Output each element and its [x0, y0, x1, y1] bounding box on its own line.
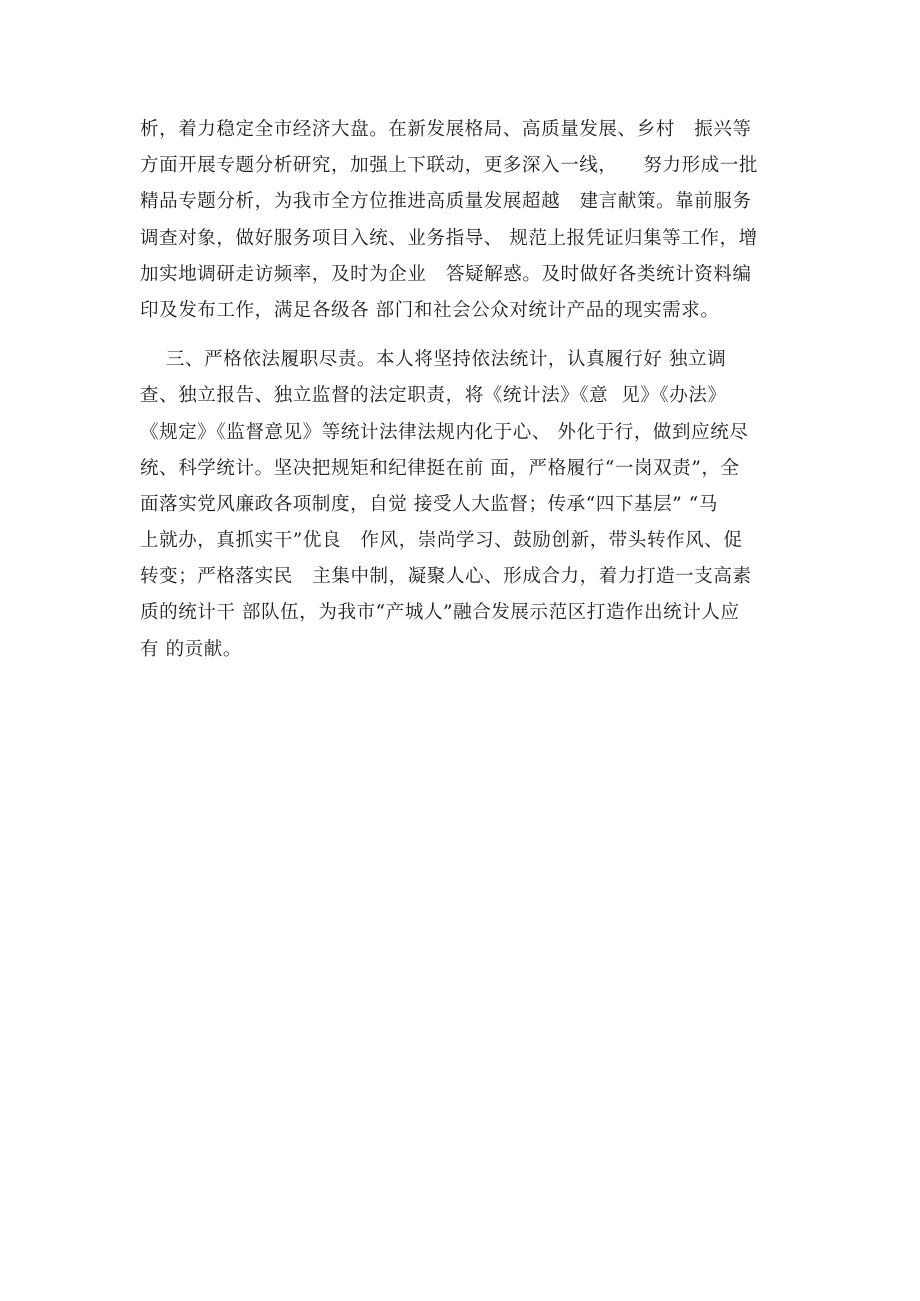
text-line: 《规定》《监督意见》等统计法律法规内化于心、 外化于行，做到应统尽 — [140, 421, 749, 443]
paragraph-duty — [140, 342, 785, 668]
text-line: 方面开展专题分析研究，加强上下联动，更多深入一线， 努力形成一批 — [140, 155, 759, 177]
text-line: 上就办，真抓实干”优良 作风，崇尚学习、鼓励创新，带头转作风、促 — [140, 530, 743, 552]
text-line: 转变；严格落实民 主集中制，凝聚人心、形成合力，着力打造一支高素 — [140, 566, 752, 588]
paragraph-spacer — [140, 329, 785, 342]
text-line: 调查对象，做好服务项目入统、业务指导、 规范上报凭证归集等工作，增 — [140, 227, 758, 249]
paragraph-service — [140, 112, 785, 329]
text-line: 质的统计干 部队伍，为我市“产城人”融合发展示范区打造作出统计人应 — [140, 602, 740, 624]
text-line: 有 的贡献。 — [140, 638, 242, 660]
text-line: 加实地调研走访频率，及时为企业 答疑解惑。及时做好各类统计资料编 — [140, 263, 752, 285]
text-line: 面落实党风廉政各项制度，自觉 接受人大监督；传承“四下基层” “马 — [140, 493, 718, 515]
text-line: 三、严格依法履职尽责。本人将坚持依法统计，认真履行好 独立调 — [140, 349, 727, 371]
text-line: 统、科学统计。坚决把规矩和纪律挺在前 面，严格履行“一岗双责”，全 — [140, 457, 740, 479]
text-line: 查、独立报告、独立监督的法定职责，将《统计法》《意 见》《办法》 — [140, 385, 727, 407]
text-line: 精品专题分析，为我市全方位推进高质量发展超越 建言献策。靠前服务 — [140, 191, 752, 213]
document-body — [140, 112, 785, 668]
text-line: 析，着力稳定全市经济大盘。在新发展格局、高质量发展、乡村 振兴等 — [140, 119, 752, 140]
text-line: 印及发布工作，满足各级各 部门和社会公众对统计产品的现实需求。 — [140, 299, 720, 321]
